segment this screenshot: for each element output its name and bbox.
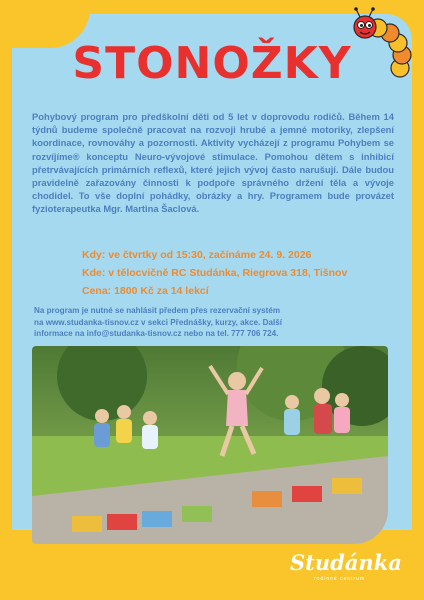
info-where: Kde: v tělocvičně RC Studánka, Riegrova 318, Tišnov bbox=[82, 267, 348, 279]
children-hopscotch-photo bbox=[32, 346, 388, 544]
logo-name: Studánka bbox=[290, 550, 402, 575]
page-title: STONOŽKY bbox=[72, 38, 352, 89]
intro-paragraph: Pohybový program pro předškolní děti od 5 let v doprovodu rodičů. Během 14 týdnů budeme společně pracovat na rozvoji hrubé a jemné motoriky, zlepšení koordinace, rovnováhy a pozornosti. Aktivity vycházejí z programu Pohybem se rozvíjíme® konceptu Neuro-vývojové stimulace. Pomohou dětem s inhibicí přetrvávajících primárních reflexů, které jejich vývoj často narušují. Dále budou pravidelně zařazovány činnosti k podpoře správného držení těla a vývoje chodidel. To vše doplní pohádky, obrázky a hry. Programem bude provázet fyzioterapeutka Mgr. Martina Šaclová. bbox=[32, 111, 394, 215]
info-when: Kdy: ve čtvrtky od 15:30, začínáme 24. 9. 2026 bbox=[82, 249, 312, 261]
info-price: Cena: 1800 Kč za 14 lekcí bbox=[82, 285, 209, 297]
logo-subtitle: rodinné centrum bbox=[314, 576, 366, 582]
studanka-logo bbox=[286, 546, 402, 592]
registration-note: Na program je nutné se nahlásit předem přes rezervační systém na www.studanka-tisnov.cz v sekci Přednášky, kurzy, akce. Další informace na info@studanka-tisnov.cz nebo na tel. 777 706 724. bbox=[34, 306, 283, 338]
